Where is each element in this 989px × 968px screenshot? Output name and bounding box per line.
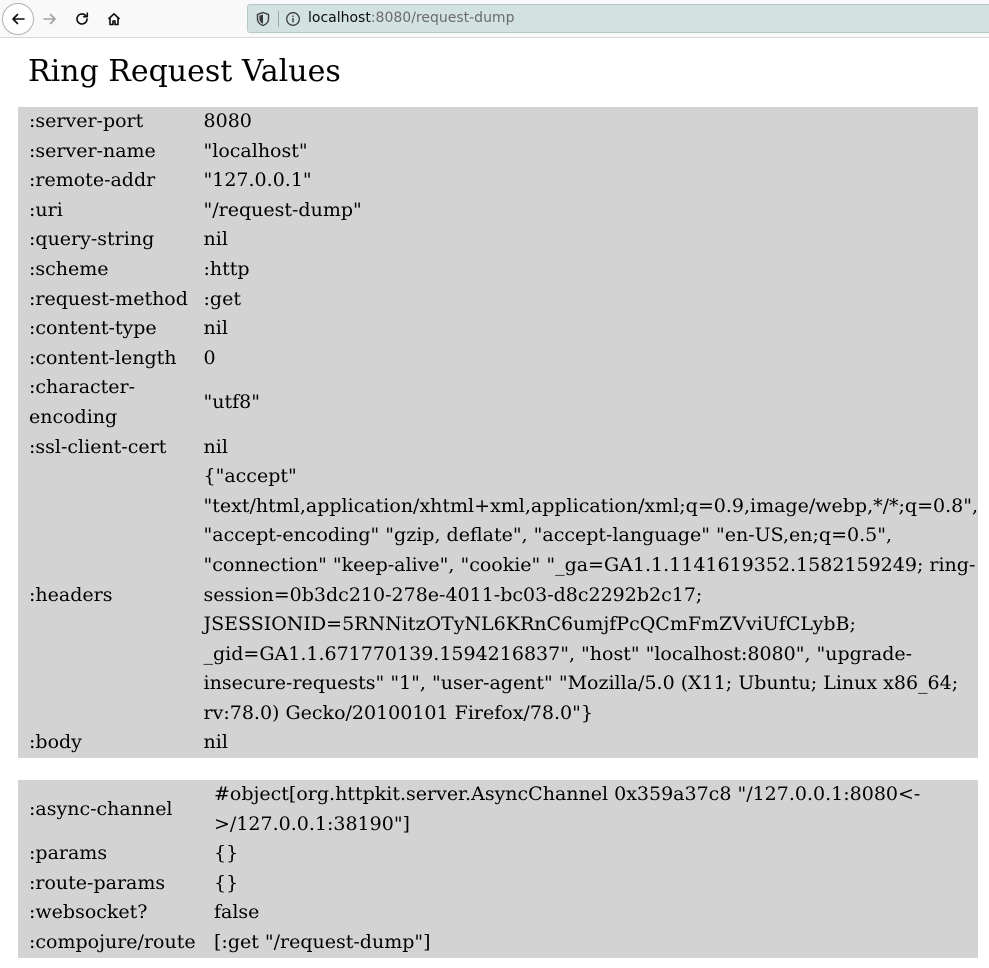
request-values-table bbox=[18, 107, 978, 758]
row-key: :character-encoding bbox=[29, 376, 136, 428]
row-key: :content-length bbox=[29, 346, 177, 369]
table-row bbox=[18, 314, 978, 344]
reload-icon bbox=[74, 11, 90, 27]
row-value: {"accept" "text/html,application/xhtml+xml,application/xml;q=0.9,image/webp,*/*;q=0.8", "accept-encoding" "gzip, deflate", "accept-language" "en-US,en;q=0.5", "connection" "keep-alive", "cookie" "_ga=GA1.1.1141619352.1582159249; ring-session=0b3dc210-278e-4011-bc03-d8c2292b2c17; JSESSIONID=5RNNitzOTyNL6KRnC6umjfPcQCmFmZVviUfCLybB; _gid=GA1.1.671770139.1594216837", "host" "localhost:8080", "upgrade-insecure-requests" "1", "user-agent" "Mozilla/5.0 (X11; Ubuntu; Linux x86_64; rv:78.0) Gecko/20100101 Firefox/78.0"} bbox=[203, 465, 978, 724]
url-path: :8080/request-dump bbox=[370, 10, 515, 26]
row-value: [:get "/request-dump"] bbox=[214, 930, 431, 953]
row-value: nil bbox=[203, 228, 228, 251]
page-title: Ring Request Values bbox=[28, 54, 341, 89]
browser-toolbar bbox=[0, 0, 989, 38]
row-key: :query-string bbox=[29, 228, 155, 251]
table-row bbox=[18, 728, 978, 758]
row-value: 0 bbox=[203, 346, 216, 369]
row-value: {} bbox=[214, 842, 239, 865]
reload-button[interactable] bbox=[67, 4, 97, 34]
row-key: :scheme bbox=[29, 257, 109, 280]
row-value: :http bbox=[203, 257, 250, 280]
row-key: :async-channel bbox=[29, 797, 173, 820]
extra-values-table bbox=[18, 780, 978, 958]
row-key: :compojure/route bbox=[29, 930, 196, 953]
row-key: :content-type bbox=[29, 317, 157, 340]
arrow-left-icon bbox=[10, 11, 26, 27]
row-value: {} bbox=[214, 871, 239, 894]
row-value: "/request-dump" bbox=[203, 198, 362, 221]
table-row bbox=[18, 898, 978, 928]
table-row bbox=[18, 225, 978, 255]
row-key: :server-port bbox=[29, 110, 144, 132]
table-row bbox=[18, 285, 978, 315]
row-key: :uri bbox=[29, 198, 63, 221]
row-value: "utf8" bbox=[203, 391, 260, 414]
table-row bbox=[18, 107, 978, 137]
row-value: 8080 bbox=[203, 110, 252, 132]
table-row bbox=[18, 462, 978, 728]
home-icon bbox=[106, 11, 122, 27]
row-value: #object[org.httpkit.server.AsyncChannel 0x359a37c8 "/127.0.0.1:8080<->/127.0.0.1:38190"] bbox=[214, 783, 921, 835]
back-button[interactable] bbox=[2, 3, 34, 35]
row-value: false bbox=[214, 901, 260, 924]
forward-button[interactable] bbox=[35, 4, 65, 34]
row-value: nil bbox=[203, 435, 228, 458]
table-row bbox=[18, 255, 978, 285]
row-value: "127.0.0.1" bbox=[203, 169, 312, 192]
row-value: nil bbox=[203, 731, 228, 754]
home-button[interactable] bbox=[99, 4, 129, 34]
table-row bbox=[18, 928, 978, 958]
url-bar[interactable] bbox=[247, 4, 989, 33]
url-separator bbox=[278, 11, 279, 27]
arrow-right-icon bbox=[42, 11, 58, 27]
url-host: localhost bbox=[308, 10, 371, 26]
url-text[interactable] bbox=[308, 10, 514, 26]
table-row bbox=[18, 344, 978, 374]
row-value: :get bbox=[203, 287, 241, 310]
row-key: :remote-addr bbox=[29, 169, 156, 192]
table-row bbox=[18, 137, 978, 167]
row-value: "localhost" bbox=[203, 139, 308, 162]
info-icon[interactable] bbox=[285, 11, 301, 27]
table-row bbox=[18, 196, 978, 226]
row-key: :server-name bbox=[29, 139, 156, 162]
row-key: :websocket? bbox=[29, 901, 148, 924]
table-row bbox=[18, 433, 978, 463]
row-key: :route-params bbox=[29, 871, 166, 894]
row-key: :ssl-client-cert bbox=[29, 435, 167, 458]
table-row bbox=[18, 373, 978, 432]
table-row bbox=[18, 869, 978, 899]
table-row bbox=[18, 166, 978, 196]
shield-icon[interactable] bbox=[255, 11, 271, 27]
row-key: :headers bbox=[29, 583, 113, 606]
table-row bbox=[18, 839, 978, 869]
row-key: :params bbox=[29, 842, 108, 865]
row-key: :request-method bbox=[29, 287, 188, 310]
table-row bbox=[18, 780, 978, 839]
row-key: :body bbox=[29, 731, 82, 754]
row-value: nil bbox=[203, 317, 228, 340]
